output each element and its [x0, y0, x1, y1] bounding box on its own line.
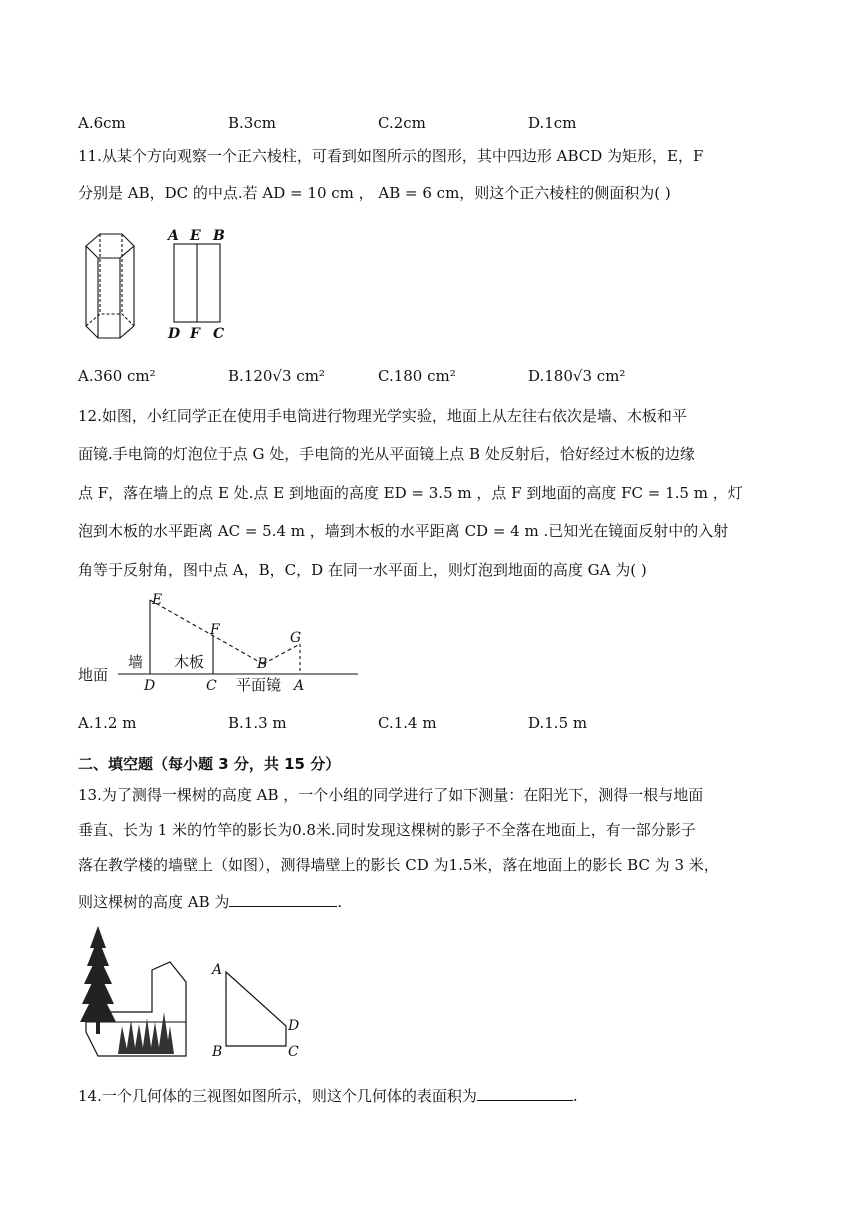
q11-line1: 11.从某个方向观察一个正六棱柱，可看到如图所示的图形，其中四边形 ABCD 为矩形，E，F — [78, 147, 704, 165]
q14-line — [78, 1086, 784, 1104]
q11-label-d: D — [168, 326, 181, 342]
q11-label-f: F — [190, 326, 200, 342]
q13-line4-suffix: . — [337, 893, 343, 911]
q11-label-b: B — [213, 228, 225, 244]
q12-label-wall: 墙 — [128, 653, 144, 671]
tree-building-picture — [80, 926, 186, 1056]
q14-prefix: 14.一个几何体的三视图如图所示，则这个几何体的表面积为 — [78, 1087, 477, 1105]
q13-line4-prefix: 则这棵树的高度 AB 为 — [78, 893, 230, 911]
q11-option-b: B.120√3 cm² — [228, 367, 325, 385]
hexagonal-prism — [86, 234, 134, 338]
q12-option-d: D.1.5 m — [528, 714, 588, 732]
q11-option-c: C.180 cm² — [378, 367, 456, 385]
q12-line5: 角等于反射角，图中点 A，B，C，D 在同一水平面上，则灯泡到地面的高度 GA 为( ) — [78, 561, 647, 579]
q13-label-a: A — [212, 962, 223, 978]
q13-label-c: C — [288, 1044, 299, 1060]
q11-label-e: E — [190, 228, 201, 244]
light-path-bg — [263, 644, 300, 664]
q13-label-d: D — [288, 1018, 300, 1034]
q10-option-c: C.2cm — [378, 114, 426, 132]
light-path-eb — [150, 600, 263, 664]
q12-label-f: F — [210, 622, 220, 638]
q12-label-c: C — [206, 678, 217, 694]
q11-label-c: C — [213, 326, 225, 342]
q12-line2: 面镜.手电筒的灯泡位于点 G 处，手电筒的光从平面镜上点 B 处反射后，恰好经过木板的边缘 — [78, 445, 695, 463]
q13-label-b: B — [212, 1044, 223, 1060]
right-trapezoid-abcd — [226, 972, 286, 1046]
q12-option-b: B.1.3 m — [228, 714, 287, 732]
rectangle-abcd — [174, 244, 220, 322]
q11-option-d: D.180√3 cm² — [528, 367, 626, 385]
q12-label-mirror: 平面镜 — [236, 676, 282, 694]
q13-line1: 13.为了测得一棵树的高度 AB ，一个小组的同学进行了如下测量：在阳光下，测得一根与地面 — [78, 786, 704, 804]
q12-label-b: B — [257, 656, 268, 672]
q10-option-a: A.6cm — [78, 114, 126, 132]
q14-answer-blank[interactable] — [477, 1086, 573, 1101]
q10-option-d: D.1cm — [528, 114, 577, 132]
q12-line1: 12.如图，小红同学正在使用手电筒进行物理光学实验，地面上从左往右依次是墙、木板和平 — [78, 407, 687, 425]
bushes-icon — [118, 1012, 174, 1054]
q12-label-board: 木板 — [174, 653, 205, 671]
section-heading-fill-in: 二、填空题（每小题 3 分，共 15 分） — [78, 755, 341, 773]
q12-label-d: D — [144, 678, 156, 694]
q12-label-g: G — [290, 630, 302, 646]
q12-option-c: C.1.4 m — [378, 714, 437, 732]
q12-option-a: A.1.2 m — [78, 714, 137, 732]
q12-line4: 泡到木板的水平距离 AC = 5.4 m ，墙到木板的水平距离 CD = 4 m .已知光在镜面反射中的入射 — [78, 522, 729, 540]
q11-label-a: A — [168, 228, 179, 244]
q13-line3: 落在教学楼的墙壁上（如图），测得墙壁上的影长 CD 为1.5米，落在地面上的影长 BC 为 3 米， — [78, 856, 719, 874]
q11-figure — [78, 224, 248, 344]
q13-line2: 垂直、长为 1 米的竹竿的影长为0.8米.同时发现这棵树的影子不全落在地面上，有一部分影子 — [78, 821, 696, 839]
q13-figure — [78, 922, 318, 1062]
q12-line3: 点 F，落在墙上的点 E 处.点 E 到地面的高度 ED = 3.5 m ，点 F 到地面的高度 FC = 1.5 m ，灯 — [78, 484, 743, 502]
q12-label-a: A — [294, 678, 305, 694]
q11-option-a: A.360 cm² — [78, 367, 156, 385]
q10-option-b: B.3cm — [228, 114, 276, 132]
q11-line2: 分别是 AB，DC 的中点.若 AD = 10 cm ， AB = 6 cm，则这个正六棱柱的侧面积为( ) — [78, 184, 671, 202]
q14-suffix: . — [572, 1087, 578, 1105]
q12-figure — [76, 590, 366, 698]
tree-icon — [80, 926, 116, 1034]
q12-label-ground: 地面 — [78, 666, 109, 684]
q12-label-e: E — [152, 592, 163, 608]
q13-answer-blank[interactable] — [229, 892, 337, 907]
q13-line4 — [78, 892, 784, 910]
